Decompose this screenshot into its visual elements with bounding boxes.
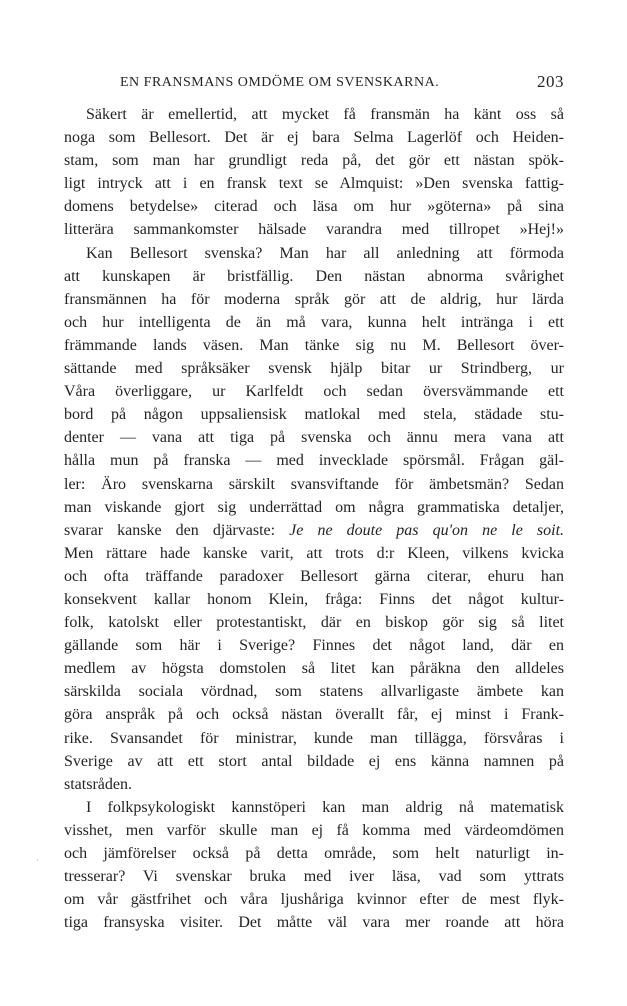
line-text: statsråden. [64,775,132,793]
text-line [64,172,564,195]
line-text: och ofta träffande paradoxer Bellesort gärna citerar, ehuru han [64,567,564,585]
text-line [64,565,564,588]
line-text: denter — vana att tiga på svenska och ännu mera vana att [64,429,564,447]
line-text: att kunskapen är bristfällig. Den nästan abnorma svårighet [64,267,564,285]
line-text: och hur intelligenta de än må vara, kunna helt intränga i ett [64,313,564,331]
line-text: man viskande gjort sig underrättad om några grammatiska detaljer, [64,498,564,516]
text-line [64,426,564,449]
text-line [64,218,564,241]
line-text: svarar kanske den djärvaste: [64,521,276,539]
line-text: I folkpsykologiskt kannstöperi kan man aldrig nå matematisk [86,798,564,816]
text-line [64,680,564,703]
text-line [64,126,564,149]
line-text: ligt intryck att i en fransk text se Almquist: »Den svenska fattig- [64,175,564,193]
line-text: särskilda sociala vördnad, som statens allvarligaste ämbete kan [64,683,564,701]
page-header [64,72,564,96]
text-line [64,911,564,934]
line-text: göra anspråk på och också nästan överallt får, ej minst i Frank- [64,706,564,724]
text-line [64,496,564,519]
line-text: Kan Bellesort svenska? Man har all anledning att förmoda [86,244,564,262]
text-line [64,311,564,334]
line-text: gällande som här i Sverige? Finnes det något land, där en [64,637,564,655]
text-line [64,357,564,380]
line-text: konsekvent kallar honom Klein, fråga: Finns det något kultur- [64,590,564,608]
line-text: litterära sammankomster hälsade varandra med tillropet »Hej!» [64,221,564,239]
text-line [64,773,564,796]
text-line [64,242,564,265]
text-line [64,657,564,680]
text-line [64,449,564,472]
line-text: sättande med språksäker svensk hjälp bitar ur Strindberg, ur [64,360,564,378]
text-line [64,796,564,819]
line-text: och jämförelser också på detta område, som helt naturligt in- [64,845,564,862]
text-line [64,380,564,403]
text-line [64,842,564,865]
line-text: Säkert är emellertid, att mycket få fransmän ha känt oss så [86,106,564,123]
text-line [64,288,564,311]
line-text: ler: Äro svenskarna särskilt svansviftande för ämbetsmän? Sedan [64,475,564,493]
text-line [64,888,564,911]
text-line [64,519,564,542]
italic-quote: Je ne doute pas qu'on ne le soit. [289,521,565,539]
line-text: om vår gästfrihet och våra ljushåriga kvinnor efter de mest flyk- [64,891,564,909]
line-text: tiga fransyska visiter. Det måtte väl vara mer roande att höra [64,914,564,932]
text-line [64,611,564,634]
line-text: stam, som man har grundligt reda på, det gör ett nästan spök- [64,152,564,170]
line-text: noga som Bellesort. Det är ej bara Selma Lagerlöf och Heiden- [64,129,564,147]
text-line [64,542,564,565]
line-text: folk, katolskt eller protestantiskt, där en biskop gör sig så litet [64,614,564,632]
text-line [64,819,564,842]
text-line [64,634,564,657]
line-text: visshet, men varför skulle man ej få komma med värdeomdömen [64,821,564,839]
body-text [64,103,564,934]
line-text: Våra överliggare, ur Karlfeldt och sedan översvämmande ett [64,383,564,401]
line-text: Men rättare hade kanske varit, att trots d:r Kleen, vilkens kvicka [64,544,564,562]
line-text: rike. Svansandet för ministrar, kunde man tillägga, försvåras i [64,729,564,747]
text-line [64,588,564,611]
line-text: fransmännen ha för moderna språk gör att de aldrig, hur lärda [64,290,564,308]
line-text: Sverige av att ett stort antal bildade ej ens känna namnen på [64,752,564,770]
text-line [64,727,564,750]
line-text: tresserar? Vi svenskar bruka med iver läsa, vad som yttrats [64,868,564,886]
text-line [64,750,564,773]
text-line [64,334,564,357]
line-text: domens betydelse» citerad och läsa om hur »göterna» på sina [64,198,564,216]
line-text: medlem av högsta domstolen så litet kan påräkna den alldeles [64,660,564,678]
line-text: främmande lands väsen. Man tänke sig nu M. Bellesort över- [64,336,564,354]
running-title: EN FRANSMANS OMDÖME OM SVENSKARNA. [120,75,440,90]
text-line [64,865,564,888]
text-line [64,473,564,496]
text-line [64,265,564,288]
text-line [64,195,564,218]
text-line [64,149,564,172]
text-line [64,403,564,426]
line-text: bord på någon uppsaliensisk matlokal med stela, städade stu- [64,406,564,424]
page-speck: · [36,856,39,865]
line-text: hålla mun på franska — med invecklade spörsmål. Frågan gäl- [64,452,564,470]
page-number: 203 [537,72,564,91]
text-line [64,103,564,126]
text-line [64,703,564,726]
